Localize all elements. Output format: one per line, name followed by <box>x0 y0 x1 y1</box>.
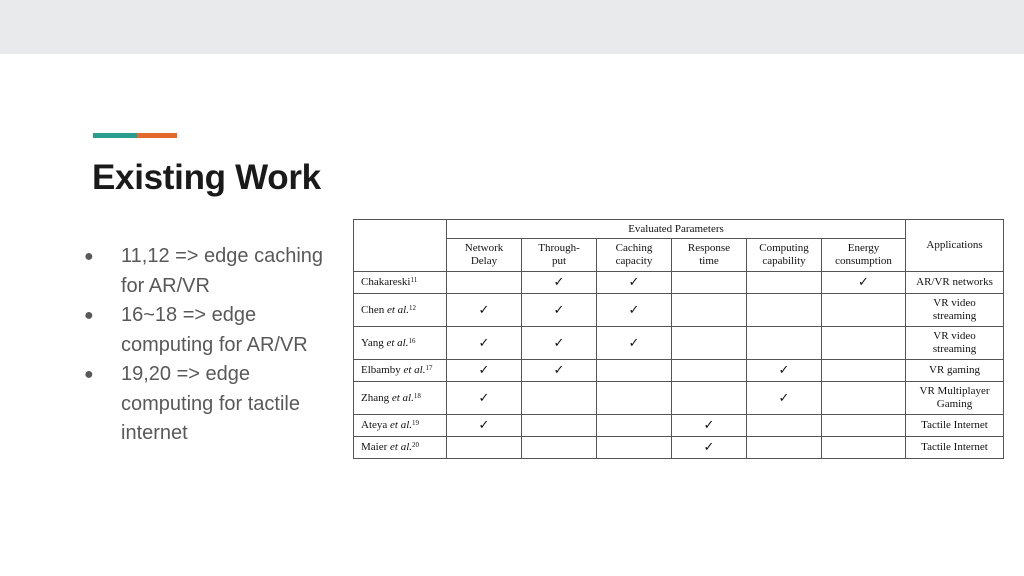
check-cell <box>747 382 822 415</box>
application-line: VR Multiplayer <box>919 385 990 397</box>
author-name: Maier <box>361 441 391 453</box>
checkmark-icon: ✓ <box>858 274 869 289</box>
empty-cell <box>597 437 672 459</box>
application-line: VR video <box>933 330 976 342</box>
column-header <box>447 239 522 272</box>
application-line: VR gaming <box>929 364 981 376</box>
reference-number: 20 <box>412 441 420 449</box>
table-row <box>354 272 1004 294</box>
application-line: streaming <box>932 343 977 355</box>
application-line: streaming <box>932 310 977 322</box>
column-header-line: capacity <box>615 255 653 267</box>
checkmark-icon: ✓ <box>703 439 715 454</box>
table-row <box>354 327 1004 360</box>
bullet-list <box>84 242 344 449</box>
check-cell <box>447 415 522 437</box>
column-header-line: capability <box>762 255 806 267</box>
bullet-text: 11,12 => edge caching for AR/VR <box>121 245 324 297</box>
column-header <box>747 239 822 272</box>
et-al: et al. <box>391 391 414 404</box>
check-cell <box>597 294 672 327</box>
et-al: et al. <box>403 364 426 376</box>
reference-number: 18 <box>413 391 421 400</box>
application-cell <box>906 272 1004 294</box>
check-cell <box>672 437 747 459</box>
checkmark-icon: ✓ <box>553 301 565 317</box>
reference-number: 19 <box>412 419 420 427</box>
column-header-line: Delay <box>470 255 498 267</box>
checkmark-icon: ✓ <box>478 334 490 350</box>
application-line: VR video <box>933 297 976 309</box>
check-cell <box>522 294 597 327</box>
empty-cell <box>672 294 747 327</box>
application-line: AR/VR networks <box>916 276 993 288</box>
title-accent-teal <box>93 133 137 138</box>
reference-number: 11 <box>410 276 418 284</box>
author-cell <box>354 382 447 415</box>
bullet-dot-icon: ● <box>84 366 94 383</box>
author-name: Yang <box>361 336 387 349</box>
slide-title: Existing Work <box>92 158 321 197</box>
bullet-text: 16~18 => edge computing for AR/VR <box>121 304 308 356</box>
title-accent-orange <box>137 133 177 138</box>
empty-cell <box>747 415 822 437</box>
column-header-line: Response <box>687 242 731 254</box>
check-cell <box>822 272 906 294</box>
checkmark-icon: ✓ <box>703 417 715 432</box>
check-cell <box>522 360 597 382</box>
application-cell <box>906 327 1004 360</box>
empty-cell <box>447 272 522 294</box>
empty-cell <box>672 327 747 360</box>
column-header-line: time <box>699 255 719 267</box>
author-cell <box>354 360 447 382</box>
et-al: et al. <box>390 419 413 431</box>
empty-cell <box>522 415 597 437</box>
application-line: Tactile Internet <box>921 419 988 431</box>
checkmark-icon: ✓ <box>778 389 790 405</box>
table-row <box>354 437 1004 459</box>
empty-cell <box>747 437 822 459</box>
check-cell <box>522 327 597 360</box>
empty-cell <box>597 382 672 415</box>
check-cell <box>597 272 672 294</box>
application-cell <box>906 415 1004 437</box>
empty-cell <box>747 294 822 327</box>
bullet-dot-icon: ● <box>84 248 94 265</box>
column-header <box>822 239 906 272</box>
table-row <box>354 382 1004 415</box>
empty-cell <box>822 382 906 415</box>
checkmark-icon: ✓ <box>553 334 565 350</box>
author-cell <box>354 327 447 360</box>
checkmark-icon: ✓ <box>553 274 565 289</box>
top-band <box>0 0 1024 54</box>
application-cell <box>906 437 1004 459</box>
author-name: Chakareski <box>361 276 411 288</box>
application-line: Gaming <box>936 398 973 410</box>
empty-cell <box>672 272 747 294</box>
column-header-line: Through- <box>538 242 580 254</box>
column-header-line: Caching <box>615 242 653 254</box>
checkmark-icon: ✓ <box>478 301 490 317</box>
application-cell <box>906 382 1004 415</box>
empty-cell <box>747 272 822 294</box>
checkmark-icon: ✓ <box>628 301 640 317</box>
bullet-dot-icon: ● <box>84 307 94 324</box>
check-cell <box>447 382 522 415</box>
author-name: Chen <box>361 303 387 316</box>
empty-cell <box>822 437 906 459</box>
author-cell <box>354 437 447 459</box>
et-al: et al. <box>386 336 409 349</box>
check-cell <box>447 294 522 327</box>
author-name: Ateya <box>361 419 391 431</box>
table-row <box>354 415 1004 437</box>
check-cell <box>747 360 822 382</box>
application-cell <box>906 360 1004 382</box>
author-name: Zhang <box>361 391 392 404</box>
et-al: et al. <box>386 303 409 316</box>
table-row <box>354 294 1004 327</box>
checkmark-icon: ✓ <box>628 274 640 289</box>
bullet-text: 19,20 => edge computing for tactile internet <box>121 363 300 444</box>
et-al: et al. <box>390 441 413 453</box>
checkmark-icon: ✓ <box>778 362 790 377</box>
table-row <box>354 360 1004 382</box>
check-cell <box>447 360 522 382</box>
group-header: Evaluated Parameters <box>447 220 906 239</box>
column-header-line: Energy <box>847 242 880 254</box>
empty-cell <box>672 382 747 415</box>
checkmark-icon: ✓ <box>478 389 490 405</box>
empty-cell <box>672 360 747 382</box>
empty-cell <box>522 382 597 415</box>
empty-cell <box>597 415 672 437</box>
column-header <box>672 239 747 272</box>
author-cell <box>354 272 447 294</box>
empty-cell <box>447 437 522 459</box>
empty-cell <box>822 360 906 382</box>
empty-cell <box>822 415 906 437</box>
empty-cell <box>822 327 906 360</box>
application-line: Tactile Internet <box>921 441 988 453</box>
column-header <box>597 239 672 272</box>
column-header-line: consumption <box>835 255 892 267</box>
check-cell <box>597 327 672 360</box>
reference-number: 16 <box>408 336 416 345</box>
bullet-item <box>84 360 344 449</box>
column-header-line: Computing <box>759 242 809 254</box>
check-cell <box>672 415 747 437</box>
application-cell <box>906 294 1004 327</box>
author-cell <box>354 294 447 327</box>
checkmark-icon: ✓ <box>628 334 640 350</box>
check-cell <box>447 327 522 360</box>
corner-cell <box>354 220 447 272</box>
column-header <box>522 239 597 272</box>
empty-cell <box>822 294 906 327</box>
checkmark-icon: ✓ <box>478 417 490 432</box>
empty-cell <box>522 437 597 459</box>
applications-header: Applications <box>906 220 1004 272</box>
bullet-item <box>84 242 344 301</box>
reference-number: 17 <box>425 364 433 372</box>
checkmark-icon: ✓ <box>478 362 490 377</box>
parameters-table <box>353 219 1004 459</box>
column-header-line: put <box>551 255 567 267</box>
reference-number: 12 <box>408 303 416 312</box>
column-header-line: Network <box>464 242 504 254</box>
check-cell <box>522 272 597 294</box>
bullet-item <box>84 301 344 360</box>
author-name: Elbamby <box>361 364 404 376</box>
checkmark-icon: ✓ <box>553 362 565 377</box>
author-cell <box>354 415 447 437</box>
empty-cell <box>597 360 672 382</box>
empty-cell <box>747 327 822 360</box>
